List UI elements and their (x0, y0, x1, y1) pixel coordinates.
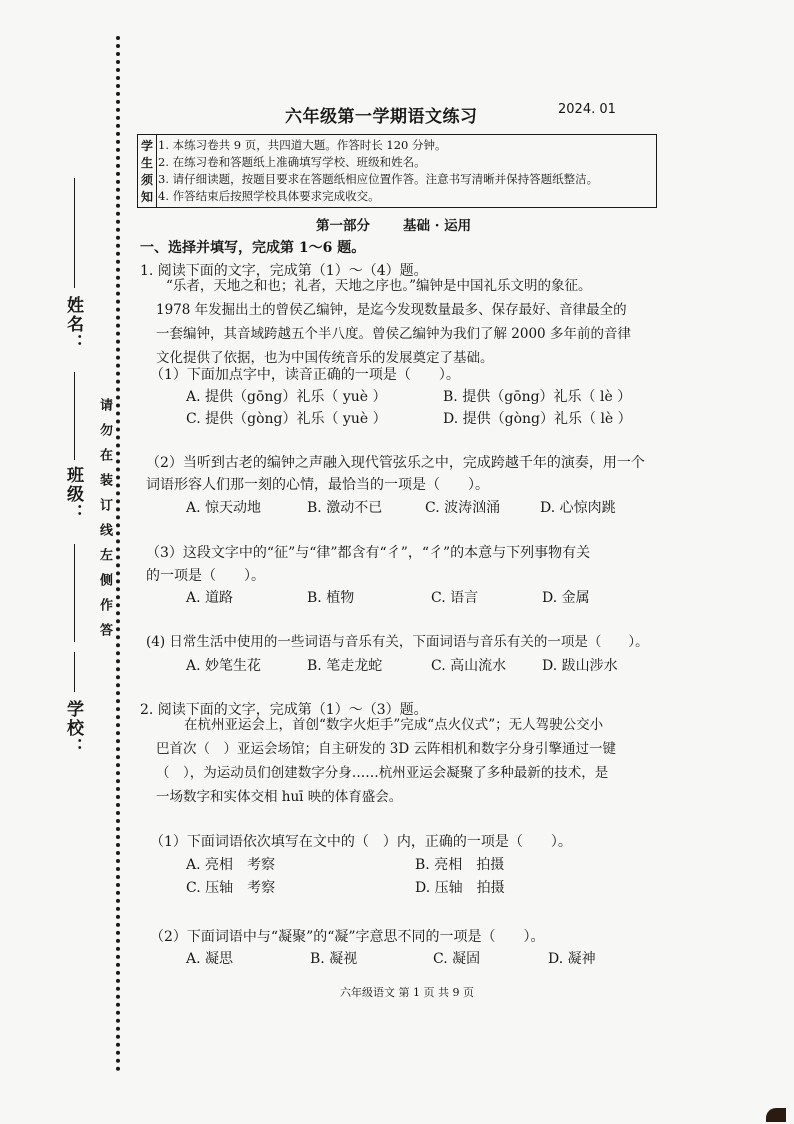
notice-rule: 3. 请仔细读题，按题目要求在答题纸相应位置作答。注意书写清晰并保持答题纸整洁。 (158, 172, 599, 186)
section-heading: 一、选择并填写，完成第 1～6 题。 (140, 240, 366, 256)
question-2-stem: 2. 阅读下面的文字，完成第（1）～（3）题。 (140, 702, 428, 718)
question-1-stem: 1. 阅读下面的文字，完成第（1）～（4）题。 (140, 263, 428, 279)
q2-sub2-stem: （2）下面词语中与“凝聚”的“凝”字意思不同的一项是（ ）。 (150, 929, 545, 945)
q2-sub1-option-d[interactable]: D. 压轴 拍摄 (415, 880, 505, 896)
notice-rule: 1. 本练习卷共 9 页，共四道大题。作答时长 120 分钟。 (158, 138, 447, 152)
notice-heading-char: 生 (141, 156, 154, 170)
q2-sub1-stem: （1）下面词语依次填写在文中的（ ）内，正确的一项是（ ）。 (150, 834, 572, 850)
q2-sub2-option-a[interactable]: A. 凝思 (186, 951, 234, 967)
q1-sub4-option-c[interactable]: C. 高山流水 (431, 658, 507, 674)
notice-rule: 2. 在练习卷和答题纸上准确填写学校、班级和姓名。 (158, 155, 426, 169)
q1-sub3-option-d[interactable]: D. 金属 (542, 590, 590, 606)
page-title: 六年级第一学期语文练习 (285, 107, 478, 127)
student-notice-box (137, 134, 657, 208)
q1-sub2-stem-line2: 词语形容人们那一刻的心情，最恰当的一项是（ ）。 (146, 477, 489, 493)
q1-sub2-option-d[interactable]: D. 心惊肉跳 (540, 500, 616, 516)
q1-sub2-stem-line1: （2）当听到古老的编钟之声融入现代管弦乐之中，完成跨越千年的演奏，用一个 (146, 455, 645, 471)
notice-rule: 4. 作答结束后按照学校具体要求完成收交。 (158, 189, 380, 203)
q1-sub3-option-c[interactable]: C. 语言 (431, 590, 479, 606)
q1-passage-line: “乐者，天地之和也；礼者，天地之序也。”编钟是中国礼乐文明的象征。 (166, 278, 592, 294)
q2-passage-line: 一场数字和实体交相 huī 映的体育盛会。 (156, 789, 403, 805)
q2-passage-line: 在杭州亚运会上，首创“数字火炬手”完成“点火仪式”；无人驾驶公交小 (184, 717, 604, 733)
part-label: 第一部分 (316, 218, 370, 234)
class-blank-line (74, 372, 75, 460)
q1-passage-line: 文化提供了依据，也为中国传统音乐的发展奠定了基础。 (156, 350, 494, 366)
q1-passage-line: 1978 年发掘出土的曾侯乙编钟，是迄今发现数量最多、保存最好、音律最全的 (156, 302, 627, 318)
q1-sub3-option-b[interactable]: B. 植物 (307, 590, 355, 606)
school-blank-line (74, 652, 75, 692)
q1-sub2-option-c[interactable]: C. 波涛汹涌 (425, 500, 501, 516)
q1-sub1-option-d[interactable]: D. 提供（gòng）礼乐（ lè ） (443, 411, 632, 427)
q1-sub3-option-a[interactable]: A. 道路 (186, 590, 234, 606)
notice-heading (138, 135, 157, 207)
q2-sub2-option-c[interactable]: C. 凝固 (433, 951, 481, 967)
class-label: 班级： (63, 466, 83, 523)
binding-dotted-line (116, 36, 120, 1072)
q1-sub4-option-a[interactable]: A. 妙笔生花 (186, 658, 262, 674)
notice-heading-char: 知 (141, 190, 154, 204)
q1-sub1-option-c[interactable]: C. 提供（gòng）礼乐（ yuè ） (186, 411, 387, 427)
school-label: 学校： (63, 700, 83, 757)
notice-heading-char: 学 (141, 139, 154, 153)
q1-sub4-stem: (4) 日常生活中使用的一些词语与音乐有关，下面词语与音乐有关的一项是（ ）。 (146, 634, 649, 650)
q1-sub1-option-b[interactable]: B. 提供（gōng）礼乐（ lè ） (443, 389, 632, 405)
q1-sub1-stem: （1）下面加点字中，读音正确的一项是（ ）。 (150, 367, 460, 383)
q2-sub1-option-a[interactable]: A. 亮相 考察 (186, 857, 276, 873)
q1-sub2-option-b[interactable]: B. 激动不已 (307, 500, 383, 516)
q1-passage-line: 一套编钟，其音域跨越五个半八度。曾侯乙编钟为我们了解 2000 多年前的音律 (156, 326, 631, 342)
q2-sub2-option-b[interactable]: B. 凝视 (310, 951, 358, 967)
page-footer: 六年级语文 第 1 页 共 9 页 (340, 986, 474, 999)
exam-date: 2024. 01 (558, 102, 616, 117)
q1-sub3-stem-line1: （3）这段文字中的“征”与“律”都含有“彳”，“彳”的本意与下列事物有关 (146, 545, 591, 561)
notice-heading-char: 须 (141, 173, 154, 187)
q2-passage-line: （ ），为运动员们创建数字分身……杭州亚运会凝聚了多种最新的技术，是 (156, 765, 609, 781)
q1-sub2-option-a[interactable]: A. 惊天动地 (186, 500, 262, 516)
q2-sub2-option-d[interactable]: D. 凝神 (548, 951, 596, 967)
q2-sub1-option-c[interactable]: C. 压轴 考察 (186, 880, 276, 896)
part-name: 基础 · 运用 (403, 218, 472, 234)
name-label: 姓名： (63, 296, 83, 353)
q1-sub3-stem-line2: 的一项是（ ）。 (146, 568, 265, 584)
binding-warning: 请勿在装订线左侧作答 (97, 398, 112, 648)
q1-sub4-option-b[interactable]: B. 笔走龙蛇 (307, 658, 383, 674)
q1-sub4-option-d[interactable]: D. 跋山涉水 (542, 658, 618, 674)
name-blank-line (74, 178, 75, 288)
q2-passage-line: 巴首次（ ）亚运会场馆；自主研发的 3D 云阵相机和数字分身引擎通过一键 (156, 741, 616, 757)
class-blank-line-lower (74, 544, 75, 642)
q1-sub1-option-a[interactable]: A. 提供（gōng）礼乐（ yuè ） (186, 389, 387, 405)
q2-sub1-option-b[interactable]: B. 亮相 拍摄 (415, 857, 505, 873)
scan-corner-shadow (766, 1108, 786, 1122)
